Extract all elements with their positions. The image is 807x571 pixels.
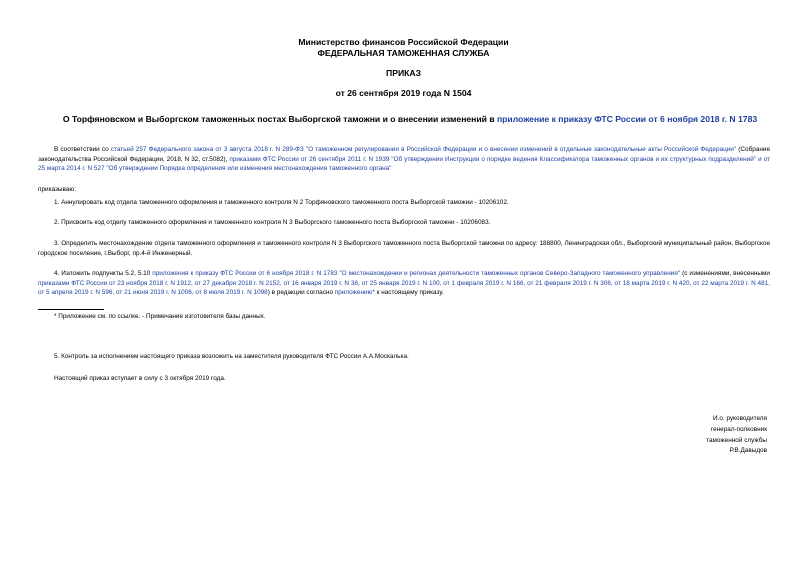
item-3: 3. Определить местонахождение отдела таможенного оформления и таможенного контроля N 3 Выборгского таможенного поста Выборгской таможни по адресу: 188800, Ленинградская обл., Выборгский муниципальный район, Выборгское городское поселение, г.Выборг, пр.4-й Инженерный. [38,240,770,257]
amending-orders-link[interactable]: приказами ФТС России от 23 ноября 2018 г. N 1912, от 27 декабря 2018 г. N 2152, от 16 января 2019 г. N 38, от 25 января 2019 г. N 100, от 1 февраля 2019 г. N 166, от 21 февраля 2019 г. N 306, от 18 марта 2019 г. N 420, от 22 марта 2019 г. N 481, от 5 апреля 2019 г. N 596, от 21 июня 2019 г. N 1006, от 8 июля 2019 г. N 1098 [38,279,770,296]
doc-type: ПРИКАЗ [386,68,421,78]
footnote: * Приложение см. по ссылке. - Примечание изготовителя базы данных. [54,313,266,320]
orders-link[interactable]: приказами ФТС России от 26 сентября 2011 г. N 1939 "Об утверждении Инструкции о порядке ведения Классификатора таможенных органов и их структурных подразделений" и от 25 марта 2014 г. N 527 "Об утверждении Порядка определения или изменения местонахождения таможенного органа" [38,155,770,172]
signature-block [706,414,767,457]
signature-name: Р.В.Давыдов [729,447,767,455]
preamble-paragraph [38,145,770,174]
document-title [30,114,790,125]
item-4 [38,269,770,298]
footnote-divider [38,309,104,310]
title-text: О Торфяновском и Выборгском таможенных постах Выборгской таможни и о внесении изменений в [62,114,497,124]
title-link[interactable]: приложение к приказу ФТС России от 6 ноября 2018 г. N 1783 [496,114,758,124]
header-service: ФЕДЕРАЛЬНАЯ ТАМОЖЕННАЯ СЛУЖБА [317,48,490,58]
header-ministry: Министерство финансов Российской Федерации [298,37,509,47]
signature-rank: генерал-полковник [710,425,767,433]
effective-date: Настоящий приказ вступает в силу с 3 октября 2019 года. [54,375,226,382]
item-5: 5. Контроль за исполнением настоящего приказа возложить на заместителя руководителя ФТС России А.А.Москалька. [54,353,409,360]
order-word: приказываю: [38,186,76,193]
law-link[interactable]: статьей 257 Федерального закона от 3 августа 2018 г. N 289-ФЗ "О таможенном регулировании в Российской Федерации и о внесении изменений в отдельные законодательные акты Российской Федерации" [110,146,737,153]
signature-service: таможенной службы [706,436,767,444]
item-4-text-3: ) в редакции согласно [267,289,335,296]
annex-link[interactable]: приложению* [334,289,375,296]
doc-date-number: от 26 сентября 2019 года N 1504 [335,88,472,98]
item-4-text-4: к настоящему приказу. [374,289,444,296]
item-2: 2. Присвоить код отделу таможенного оформления и таможенного контроля N 3 Выборгского таможенного поста Выборгской таможни - 10206083. [54,219,491,226]
preamble-text-1: В соответствии со [54,146,111,153]
signature-position: И.о. руководителя [713,415,767,422]
appendix-link[interactable]: приложения к приказу ФТС России от 6 ноября 2018 г. N 1783 "О местонахождении и регионах деятельности таможенных органов Северо-Западного таможенного управления" [152,270,681,277]
item-1: 1. Аннулировать код отдела таможенного оформления и таможенного контроля N 2 Торфяновского таможенного поста Выборгской таможни - 10206102. [54,199,509,206]
item-4-text-2: (с изменениями, внесенными [680,270,770,277]
preamble-text-2: (Собрание законодательства Российской Федерации, 2018, N 32, ст.5082), [38,146,771,163]
item-4-text-1: 4. Изложить подпункты 5.2, 5.10 [54,270,153,277]
